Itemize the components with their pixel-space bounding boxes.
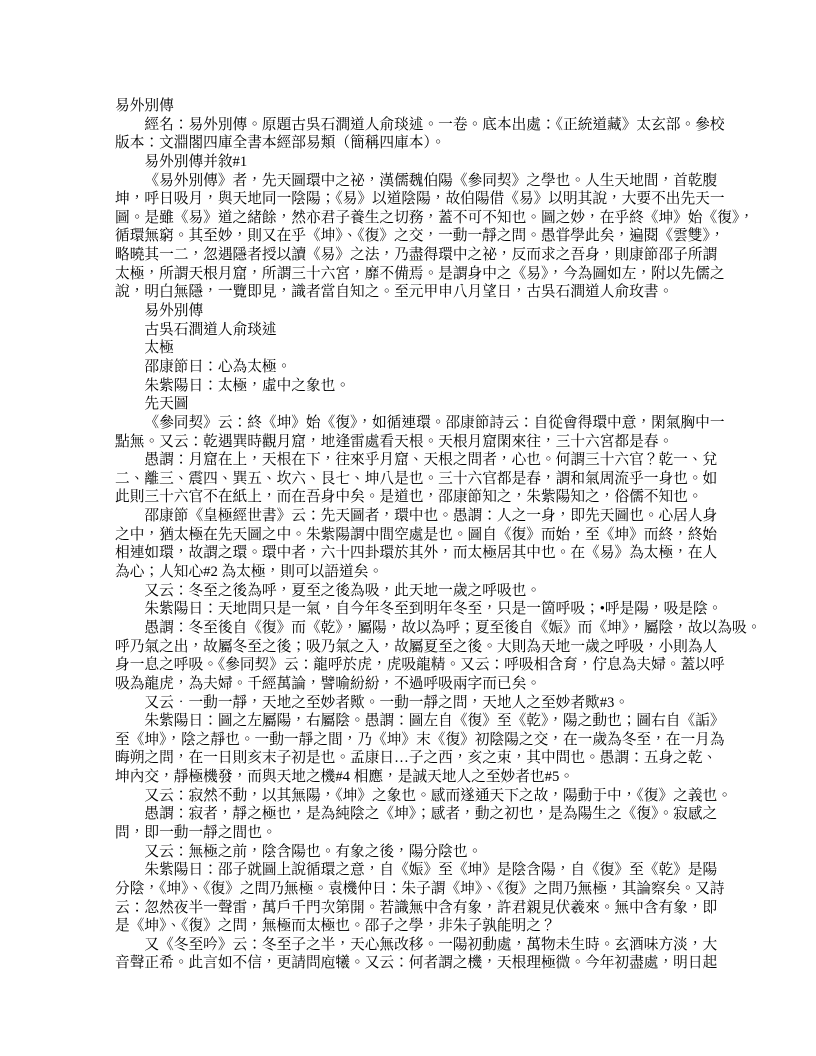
- text-line: 坤內交，靜極機發，而與天地之機#4 相應，是誠天地人之至妙者也#5。: [115, 769, 574, 786]
- text-line: 邵康節《皇極經世書》云：先天圖者，環中也。愚謂：人之一身，即先天圖也。心居人身: [144, 508, 718, 525]
- text-line: 愚謂：寂者，靜之極也，是為純陰之《坤》；感者，動之初也，是為陽生之《復》。寂感之: [144, 806, 718, 823]
- text-line: 身一息之呼吸。《參同契》云：龍呼於虎，虎吸龍精。又云：呼吸相含育，佇息為夫婦。蓋以呼: [115, 657, 725, 674]
- text-line: 又云：無極之前，陰含陽也。有象之後，陽分陰也。: [144, 843, 483, 860]
- text-line: 為心；人知心#2 為太極，則可以語道矣。: [115, 564, 384, 581]
- text-line: 經名：易外別傳。原題古吳石澗道人俞琰述。一卷。底本出處：《正統道藏》太玄部。參校: [144, 116, 725, 133]
- text-line: 此則三十六官不在紙上，而在吾身中矣。是道也，邵康節知之，朱紫陽知之，俗儒不知也。: [115, 489, 703, 506]
- text-line: 又云．一動一靜，天地之至妙者歟。一動一靜之問，天地人之至妙者歟#3。: [144, 694, 630, 711]
- text-line: 版本：文淵閣四庫全書本經部易類（簡稱四庫本）。: [115, 135, 446, 152]
- text-line: 《參同契》云：終《坤》始《復》，如循連環。邵康節詩云：自從會得環中意，閑氣胸中一: [144, 414, 725, 431]
- text-line: 邵康節曰：心為太極。: [144, 358, 292, 375]
- text-line: 愚謂：月窟在上，天根在下，往來乎月窟、天根之問者，心也。何謂三十六官？乾一、兌: [144, 452, 718, 469]
- text-line: 呼乃氣之出，故屬冬至之後；吸乃氣之入，故屬夏至之後。大則為天地一歲之呼吸，小則為人: [115, 638, 718, 655]
- text-line: 易外別傳并敘#1: [144, 153, 248, 170]
- text-line: 晦朔之問，在一日則亥末子初是也。孟康日…子之西，亥之束，其中問也。愚謂：五身之乾、: [115, 750, 718, 767]
- text-line: 吸為龍虎，為夫婦。千經萬論，譬喻紛紛，不過呼吸兩字而已矣。: [115, 675, 541, 692]
- text-column: [115, 97, 762, 973]
- text-line: 又《冬至吟》云：冬至子之半，天心無改移。一陽初動處，萬物未生時。玄酒味方淡，大: [144, 936, 718, 953]
- text-line: 愚謂：冬至後自《復》而《乾》，屬陽，故以為呼；夏至後自《娠》而《坤》，屬陰，故以為吸。: [144, 619, 762, 636]
- text-line: 朱紫陽日：太極，虛中之象也。: [144, 377, 351, 394]
- text-line: 太極，所謂天根月窟，所謂三十六宮，靡不備焉。是謂身中之《易》，今為圖如左，附以先儒之: [115, 265, 725, 282]
- text-line: 圖。是雖《易》道之緒餘，然亦君子養生之切務，蓋不可不知也。圖之妙，在乎終《坤》始《復》，: [115, 209, 754, 226]
- document-title: 易外別傳: [115, 98, 174, 114]
- text-line: 又云：寂然不動，以其無陽，《坤》之象也。感而遂通天下之故，陽動于中，《復》之義也。: [144, 787, 732, 804]
- text-line: 略曉其一二，忽遇隱者授以讀《易》之法，乃盡得環中之祕，反而求之吾身，則康節邵子所謂: [115, 247, 718, 264]
- text-line: 問，即一動一靜之間也。: [115, 824, 277, 841]
- text-line: 之中，猶太極在先天圖之中。朱紫陽謂中間空處是也。圖自《復》而始，至《坤》而終，終始: [115, 526, 718, 543]
- text-line: 是《坤》、《復》之問，無極而太極也。邵子之學，非朱子孰能明之？: [115, 918, 556, 935]
- text-line: 《易外別傳》者，先天圖環中之祕，漢儒魏伯陽《參同契》之學也。人生天地間，首乾腹: [144, 172, 718, 189]
- text-line: 相連如環，故謂之環。環中者，六十四卦環於其外，而太極居其中也。在《易》為太極，在人: [115, 545, 718, 562]
- text-line: 太極: [144, 340, 174, 357]
- text-line: 循環無窮。其至妙，則又在乎《坤》、《復》之交，一動一靜之問。愚甞學此矣，遍閱《雲雙》，: [115, 228, 725, 245]
- text-line: 點無。又云：乾遇巽時觀月窟，地逢雷處看天根。天根月窟閑來往，三十六宮都是春。: [115, 433, 674, 450]
- text-line: 音聲正希。此言如不信，更請問庖犧。又云：何者謂之機，天根理極微。今年初盡處，明日起: [115, 955, 718, 972]
- text-line: 又云：冬至之後為呼，夏至之後為吸，此天地一歲之呼吸也。: [144, 582, 541, 599]
- text-line: 說，明白無隱，一覽即見，識者當自知之。至元甲申八月望日，古吳石澗道人俞玫書。: [115, 284, 674, 301]
- text-line: 朱紫陽日：天地問只是一氣，自今年冬至到明年冬至，只是一箇呼吸；•呼是陽，吸是陰。: [144, 601, 723, 618]
- text-line: 朱紫陽日：圖之左屬陽，右屬陰。愚謂：圖左自《復》至《乾》，陽之動也；圖右自《詬》: [144, 713, 725, 730]
- text-line: 分陰，《坤》、《復》之問乃無極。袁機仲日：朱子謂《坤》、《復》之問乃無極，其論察矣。又詩: [115, 880, 725, 897]
- text-line: 古吳石澗道人俞琰述: [144, 321, 277, 338]
- text-line: 坤，呼日吸月，與天地同一陰陽；《易》以道陰陽，故伯陽借《易》以明其說，大要不出先天一: [115, 191, 725, 208]
- text-line: 二、離三、震四、巽五、坎六、艮七、坤八是也。三十六官都是春，謂和氣周流乎一身也。如: [115, 470, 718, 487]
- text-line: 云：忽然夜半一聲雷，萬戶千門次第開。若識無中含有象，許君親見伏羲來。無中含有象，即: [115, 899, 718, 916]
- text-line: 至《坤》，陰之靜也。一動一靜之間，乃《坤》末《復》初陰陽之交，在一歲為冬至，在一月為: [115, 731, 725, 748]
- text-line: 先天圖: [144, 396, 189, 413]
- text-line: 易外別傳: [144, 303, 204, 320]
- text-line: 朱紫陽日：邵子就圖上說循環之意，自《娠》至《坤》是陰含陽，自《復》至《乾》是陽: [144, 862, 718, 879]
